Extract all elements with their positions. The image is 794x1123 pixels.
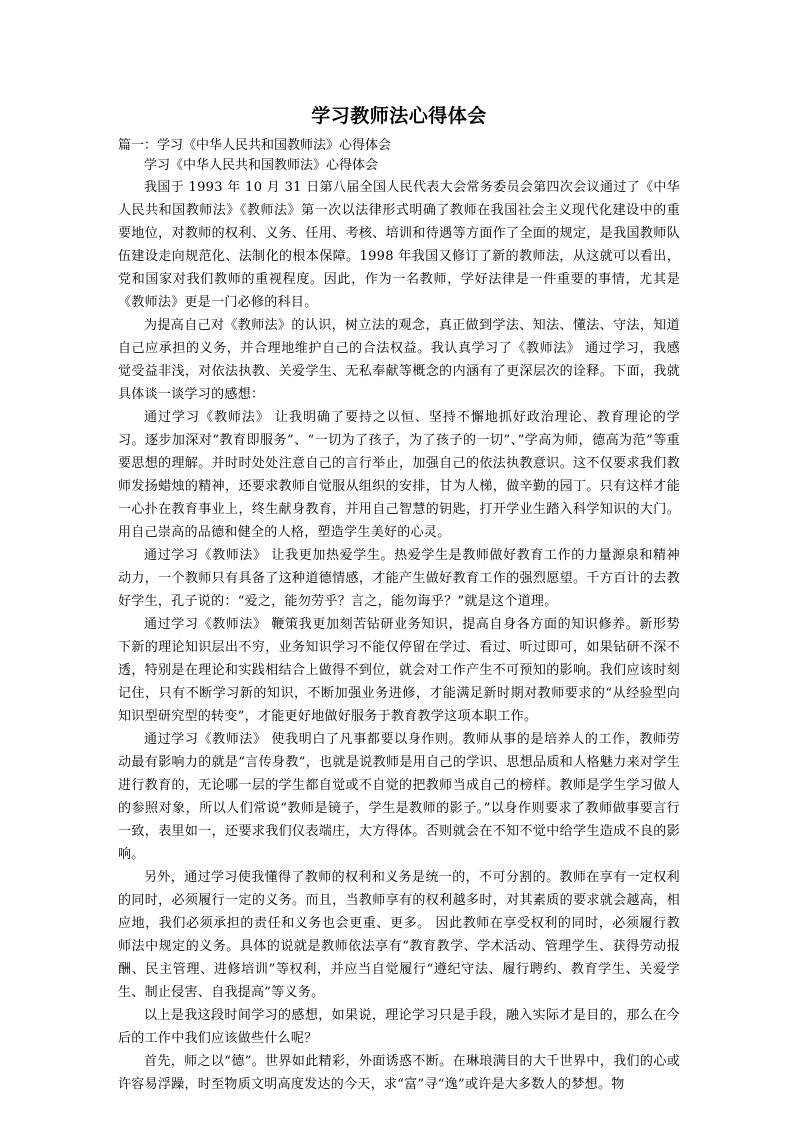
document-page <box>118 102 680 1096</box>
section-heading: 篇一：学习《中华人民共和国教师法》心得体会 <box>118 138 392 153</box>
paragraph: 以上是我这段时间学习的感想，如果说，理论学习只是手段，融入实际才是目的，那么在今后的工作中我们应该做些什么呢？ <box>118 1008 680 1046</box>
document-title: 学习教师法心得体会 <box>311 105 487 127</box>
paragraph: 为提高自己对《教师法》的认识，树立法的观念，真正做到学法、知法、懂法、守法，知道自己应承担的义务，并合理地维护自己的合法权益。我认真学习了《教师法》 通过学习，我感觉受益非浅，对依法执教、关爱学生、无私奉献等概念的内涵有了更深层次的诠释。下面，我就具体谈一谈学习的感想： <box>118 318 680 402</box>
paragraph: 通过学习《教师法》 让我明确了要持之以恒、坚持不懈地抓好政治理论、教育理论的学习。逐步加深对“教育即服务”、“一切为了孩子，为了孩子的一切”、”学高为师，德高为范”等重要思想的理解。并时时处处注意自己的言行举止，加强自己的依法执教意识。这不仅要求我们教师发扬蜡烛的精神，还要求教师自觉服从组织的安排，甘为人梯，做辛勤的园丁。只有这样才能一心扑在教育事业上，终生献身教育，并用自己智慧的钥匙，打开学业生踏入科学知识的大门。用自己崇高的品德和健全的人格，塑造学生美好的心灵。 <box>118 410 680 540</box>
paragraph: 通过学习《教师法》 鞭策我更加刻苦钻研业务知识，提高自身各方面的知识修养。新形势下新的理论知识层出不穷，业务知识学习不能仅停留在学过、看过、听过即可，如果钻研不深不透，特别是在理论和实践相结合上做得不到位，就会对工作产生不可预知的影响。我们应该时刻记住，只有不断学习新的知识，不断加强业务进修，才能满足新时期对教师要求的“从经验型向知识型研究型的转变”，才能更好地做好服务于教育教学这项本职工作。 <box>118 617 680 724</box>
paragraph: 我国于 1993 年 10 月 31 日第八届全国人民代表大会常务委员会第四次会议通过了《中华人民共和国教师法》《教师法》第一次以法律形式明确了教师在我国社会主义现代化建设中的重要地位，对教师的权利、义务、任用、考核、培训和待遇等方面作了全面的规定，是我国教师队伍建设走向规范化、法制化的根本保障。1998 年我国又修订了新的教师法，从这就可以看出，党和国家对我们教师的重视程度。因此，作为一名教师，学好法律是一件重要的事情，尤其是《教师法》更是一门必修的科目。 <box>118 180 680 310</box>
sub-heading: 学习《中华人民共和国教师法》心得体会 <box>144 158 379 173</box>
paragraph: 另外，通过学习使我懂得了教师的权利和义务是统一的，不可分割的。教师在享有一定权利的同时，必须履行一定的义务。而且，当教师享有的权利越多时，对其素质的要求就会越高，相应地，我们必须承担的责任和义务也会更重、更多。 因此教师在享受权利的同时，必须履行教师法中规定的义务。具体的说就是教师依法享有“教育教学、学术活动、管理学生、获得劳动报酬、民主管理、进修培训”等权利，并应当自觉履行“遵纪守法、履行聘约、教育学生、关爱学生、制止侵害、自我提高”等义务。 <box>118 870 680 1000</box>
paragraph: 通过学习《教师法》 让我更加热爱学生。热爱学生是教师做好教育工作的力量源泉和精神动力，一个教师只有具备了这种道德情感，才能产生做好教育工作的强烈愿望。千方百计的去教好学生，孔子说的：“爱之，能勿劳乎？言之，能勿诲乎？”就是这个道理。 <box>118 548 680 609</box>
paragraph: 通过学习《教师法》 使我明白了凡事都要以身作则。教师从事的是培养人的工作，教师劳动最有影响力的就是“言传身教”，也就是说教师是用自己的学识、思想品质和人格魅力来对学生进行教育的，无论哪一层的学生都自觉或不自觉的把教师当成自己的榜样。教师是学生学习做人的参照对象，所以人们常说“教师是镜子，学生是教师的影子。”以身作则要求了教师做事要言行一致，表里如一，还要求我们仪表端庄，大方得体。否则就会在不知不觉中给学生造成不良的影响。 <box>118 732 680 862</box>
paragraph: 首先，师之以“德”。世界如此精彩，外面诱惑不断。在琳琅满目的大千世界中，我们的心或许容易浮躁，时至物质文明高度发达的今天，求“富”寻“逸”或许是大多数人的梦想。物 <box>118 1054 680 1092</box>
